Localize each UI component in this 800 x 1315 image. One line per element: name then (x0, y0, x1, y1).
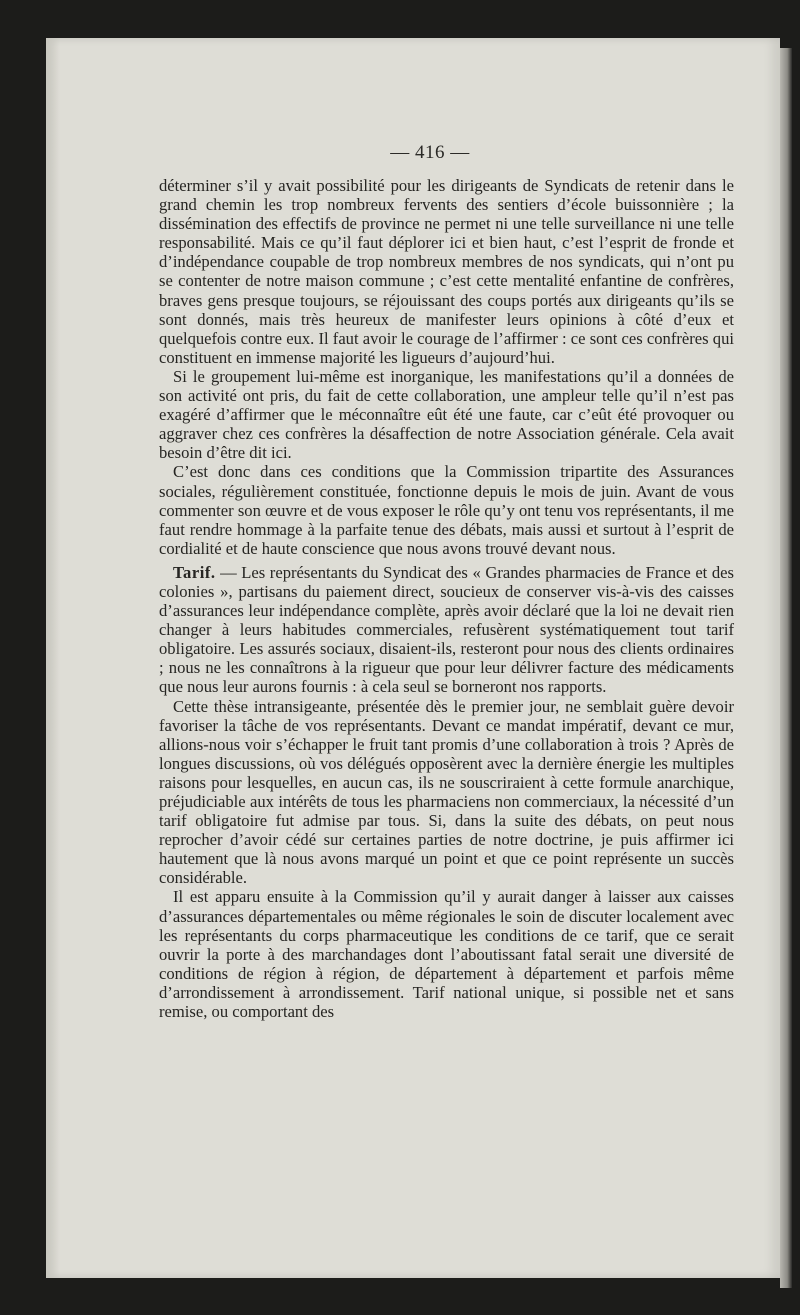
paragraph-6 (159, 887, 734, 1021)
section-heading-tarif: Tarif. (173, 562, 216, 582)
page-edge (780, 48, 792, 1288)
paragraph-6-text: Il est apparu ensuite à la Commission qu’il y aurait danger à laisser aux caisses d’assurances départementales ou même régionales le soin de discuter localement avec les représentants du corps pharmaceutique les conditions de ce tarif, que ce serait ouvrir la porte à des marchandages dont l’aboutissant fatal serait une diversité de conditions de région à région, de département à département et parfois même d’arrondissement à arrondissement. Tarif national unique, si possible net et sans remise, ou comportant des (159, 887, 734, 1022)
page-gutter-shadow (46, 38, 60, 1278)
paragraph-3 (159, 462, 734, 557)
paragraph-tarif-text: — Les représentants du Syndicat des « Grandes pharmacies de France et des colonies », partisans du paiement direct, soucieux de conserver vis-à-vis des caisses d’assurances leur indépendance complète, après avoir déclaré que la loi ne devait rien changer à leurs habitudes commerciales, refusèrent systématiquement tout tarif obligatoire. Les assurés sociaux, disaient-ils, resteront pour nous des clients ordinaires ; nous ne les connaîtrons à la rigueur que pour leur délivrer facture des médicaments que nous leur aurons fournis : à cela seul se borneront nos rapports. (159, 562, 734, 697)
paragraph-2-text: Si le groupement lui-même est inorganique, les manifestations qu’il a données de son activité ont pris, du fait de cette collaboration, une ampleur telle qu’il n’est pas exagéré d’affirmer que le méconnaître eût été une faute, car c’eût été provoquer ou aggraver chez ces confrères la désaffection de notre Association générale. Cela avait besoin d’être dit ici. (159, 366, 734, 463)
paragraph-5-text: Cette thèse intransigeante, présentée dès le premier jour, ne semblait guère devoir favoriser la tâche de vos représentants. Devant ce mandat impératif, devant ce mur, allions-nous voir s’échapper le fruit tant promis d’une collaboration à trois ? Après de longues discussions, où vos délégués opposèrent avec la dernière énergie les multiples raisons pour lesquelles, en aucun cas, ils ne souscriraient à cette formule anarchique, préjudiciable aux intérêts de tous les pharmaciens non commerciaux, la nécessité d’un tarif obligatoire fut admise par tous. Si, dans la suite des débats, on peut nous reprocher d’avoir cédé sur certaines parties de notre doctrine, je puis affirmer ici hautement que là nous avons marqué un point et que ce point représente un succès considérable. (159, 696, 734, 888)
book-page (46, 38, 780, 1278)
page-number: — 416 — (390, 142, 470, 163)
paragraph-3-text: C’est donc dans ces conditions que la Commission tripartite des Assurances sociales, régulièrement constituée, fonctionne depuis le mois de juin. Avant de vous commenter son œuvre et de vous exposer le rôle qu’y ont tenu vos représentants, il me faut rendre hommage à la parfaite tenue des débats, mais aussi et surtout à l’esprit de cordialité et de haute conscience que nous avons trouvé devant nous. (159, 462, 734, 558)
paragraph-5 (159, 697, 734, 888)
paragraph-1-text: déterminer s’il y avait possibilité pour les dirigeants de Syndicats de retenir dans le grand chemin les trop nombreux fervents des sentiers d’école buissonnière ; la dissémination des effectifs de province ne permet ni une telle surveillance ni une telle responsabilité. Mais ce qu’il faut déplorer ici et bien haut, c’est l’esprit de fronde et d’indépendance coupable de trop nombreux membres de nos syndicats, qui n’ont pu se contenter de notre maison commune ; c’est cette mentalité enfantine de confrères, braves gens presque toujours, se réjouissant des coups portés aux dirigeants qu’ils se sont donnés, mais très heureux de manifester leurs opinions à côté d’eux et quelquefois contre eux. Il faut avoir le courage de l’affirmer : ce sont ces confrères qui constituent en immense majorité les ligueurs d’aujourd’hui. (159, 176, 734, 367)
body-text (159, 176, 734, 1021)
paragraph-1 (159, 176, 734, 367)
paragraph-tarif (159, 563, 734, 697)
paragraph-2 (159, 367, 734, 462)
